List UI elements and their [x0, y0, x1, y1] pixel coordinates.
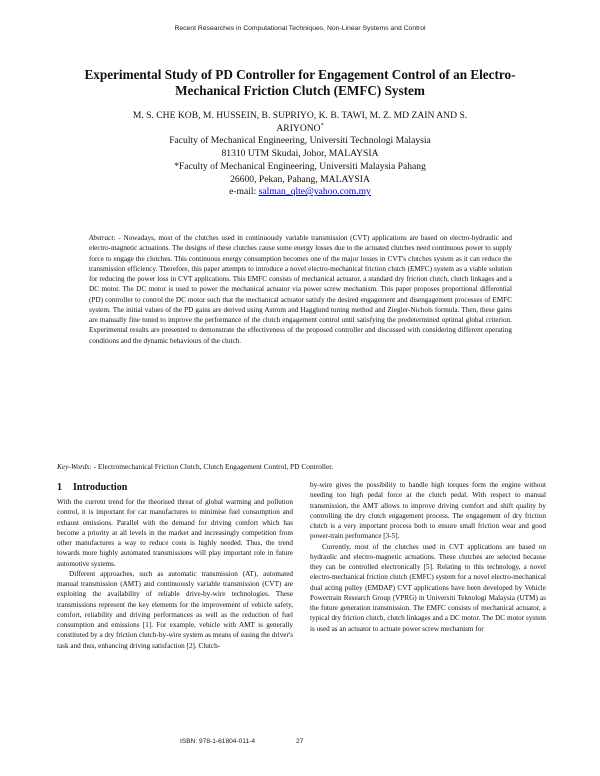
affiliation-2-line-1: *Faculty of Mechanical Engineering, Universiti Malaysia Pahang [174, 160, 426, 172]
author-block [90, 110, 510, 199]
keywords [57, 462, 547, 471]
running-head: Recent Researches in Computational Techniques, Non-Linear Systems and Control [174, 25, 426, 32]
email-line [90, 186, 510, 199]
paragraph: With the current trend for the theorised threat of global warming and pollution control, it is important for car manufactures to minimise fuel consumption and exhaust emissions. Parallel with the demand for driving comfort which has become a priority at all levels in the market and increasingly competition from other manufactures a way to reduce costs is highly needed. Thus, the trend towards more highly automated transmissions will play important role in future automotive systems. [57, 498, 293, 568]
right-column [310, 480, 546, 634]
paragraph: Different approaches, such as automatic transmission (AT), automated manual transmission (AMT) and continuously variable transmission (CVT) are exploiting the availability of reliable drive-by-wire technologies. These transmissions represent the key elements for the improvement of vehicle safety, comfort, reliability and driving performances as well as the reduction of fuel consumption and emissions [1]. For example, vehicle with AMT is generally constituted by a dry friction clutch-by-wire system as means of easing the driver's task and thus, enhancing driving satisfaction [2]. Clutch- [57, 569, 293, 650]
keywords-label: Key-Words: [57, 462, 92, 471]
section-heading [57, 481, 293, 494]
authors-line-1: M. S. CHE KOB, M. HUSSEIN, B. SUPRIYO, K. B. TAWI, M. Z. MD ZAIN AND S. [132, 110, 468, 121]
email-label: e-mail: [229, 186, 259, 198]
paragraph: Currently, most of the clutches used in CVT applications are based on hydraulic and electro-magnetic actuations. These clutches are selected because they can be controlled electronically [5]. Relating to this technology, a novel electro-mechanical friction clutch (EMFC) system for a novel electro-mechanical dual acting pulley (EMDAP) CVT applications have been developed by Vehicle Powertrain Research Group (VPRG) in Universiti Teknologi Malaysia (UTM) as the future generation transmission. The EMFC consists of mechanical actuator, a typical dry friction clutch, clutch linkages and a DC motor. The DC motor system is used as an actuator to actuate power screw mechanism for [310, 542, 546, 633]
footer-isbn: ISBN: 978-1-61804-011-4 [180, 738, 256, 745]
affiliation-2-line-2: 26600, Pekan, Pahang, MALAYSIA [230, 173, 370, 185]
authors-line-2 [90, 123, 510, 136]
authors-line-2-text: ARIYONO [276, 122, 321, 134]
section-number: 1 [57, 482, 62, 493]
paragraph: by-wire gives the possibility to handle high torques form the engine without needing too high pedal force at the clutch pedal. With respect to manual transmission, the AMT allows to improve driving comfort and shift quality by controlling the dry clutch engagement process. The engagement of dry friction clutch is a very important process both to ensure small friction wear and good power-train performance [3-5]. [310, 481, 546, 541]
left-column [57, 481, 293, 651]
abstract [89, 233, 512, 346]
affiliation-1-line-1: Faculty of Mechanical Engineering, Universiti Technologi Malaysia [169, 135, 431, 147]
paper-title: Experimental Study of PD Controller for Engagement Control of an Electro-Mechanical Friction Clutch (EMFC) System [84, 67, 516, 98]
keywords-text: - Electromechanical Friction Clutch, Clutch Engagement Control, PD Controller. [91, 462, 334, 471]
author-affiliation-mark: * [320, 122, 324, 129]
section-title: Introduction [73, 482, 128, 493]
abstract-text: - Nowadays, most of the clutches used in continuously variable transmission (CVT) applications are based on electro-hydraulic and electro-magnetic actuations. The designs of these clutches cause some energy losses due to the actuated clutches need continuous power to supply force to engage the clutches. This continuous energy consumption becomes one of the major losses in CVT's clutches system as it can reduce the transmission efficiency. Therefore, this paper attempts to introduce a novel electro-mechanical friction clutch (EMFC) system as a viable solution for reducing the power loss in CVT applications. This EMFC consists of mechanical actuator, a standard dry friction clutch, clutch linkages and a DC motor. The DC motor is used to power the mechanical actuator via power screw mechanism. This paper proposes proportional differential (PD) controller to control the DC motor such that the mechanical actuator satisfy the desired engagement and disengagement processes of EMFC system. The initial values of the PD gains are derived using Astrom and Hagglund tuning method and Ziegler-Nichols formula. Then, these gains are manually fine tuned to improve the performance of the clutch engagement control until satisfying the predetermined optimal global criterion. Experimental results are presented to demonstrate the effectiveness of the proposed controller and discussed with considering different operating conditions and the dynamic behaviours of the clutch. [89, 234, 512, 345]
page-number: 27 [296, 738, 304, 745]
email-link[interactable]: salman_qlte@yahoo.com.my [258, 186, 371, 198]
abstract-label: Abstract: [89, 234, 116, 242]
affiliation-1-line-2: 81310 UTM Skudai, Johor, MALAYSIA [221, 148, 379, 160]
